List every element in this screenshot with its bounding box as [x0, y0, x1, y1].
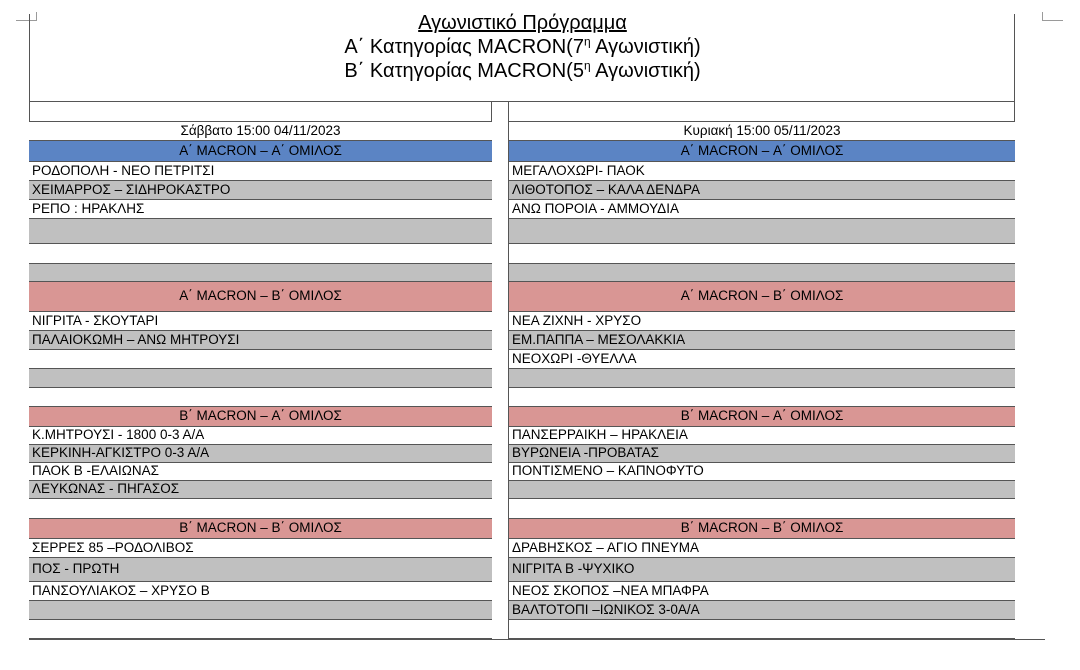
document-title: [30, 12, 1015, 83]
group-header: Α΄ MACRON – Β΄ ΟΜΙΛΟΣ: [29, 282, 492, 312]
title-line-3: Β΄ Κατηγορίας $MACRON(5^\eta$ Αγωνιστική): [344, 58, 701, 82]
match-row: ΝΕΟΣ ΣΚΟΠΟΣ –ΝΕΑ ΜΠΑΦΡΑ: [509, 582, 1015, 601]
match-row: ΠΟΣ - ΠΡΩΤΗ: [29, 558, 492, 582]
empty-row: [29, 244, 492, 264]
match-row: ΠΑΛΑΙΟΚΩΜΗ – ΑΝΩ ΜΗΤΡΟΥΣΙ: [29, 331, 492, 350]
title-line-2: Α΄ Κατηγορίας $MACRON(7^\eta$ Αγωνιστική): [344, 34, 701, 58]
empty-row: [29, 264, 492, 282]
match-row: ΠΑΝΣΕΡΡΑΙΚΗ – ΗΡΑΚΛΕΙΑ: [509, 427, 1015, 445]
sunday-schedule: [509, 121, 1015, 639]
empty-row: [509, 620, 1015, 639]
match-row: ΒΑΛΤΟΤΟΠΙ –ΙΩΝΙΚΟΣ 3-0Α/Α: [509, 601, 1015, 620]
match-row: ΕΜ.ΠΑΠΠΑ – ΜΕΣΟΛΑΚΚΙΑ: [509, 331, 1015, 350]
frame-line-bottom: [29, 639, 1045, 640]
empty-row: [509, 388, 1015, 407]
match-row: Κ.ΜΗΤΡΟΥΣΙ - 1800 0-3 Α/Α: [29, 427, 492, 445]
group-header: Β΄ MACRON – Α΄ ΟΜΙΛΟΣ: [29, 407, 492, 427]
empty-row: [509, 369, 1015, 388]
empty-row: [509, 264, 1015, 282]
column-gap: [491, 101, 509, 639]
empty-row: [29, 620, 492, 639]
match-row: ΠΟΝΤΙΣΜΕΝΟ – ΚΑΠΝΟΦΥΤΟ: [509, 463, 1015, 481]
match-row: ΛΕΥΚΩΝΑΣ - ΠΗΓΑΣΟΣ: [29, 481, 492, 499]
corner-mark-right: [1042, 12, 1063, 21]
date-header: Σάββατο 15:00 04/11/2023: [29, 121, 492, 141]
match-row: ΔΡΑΒΗΣΚΟΣ – ΑΓΙΟ ΠΝΕΥΜΑ: [509, 539, 1015, 558]
group-header: Α΄ MACRON – Α΄ ΟΜΙΛΟΣ: [509, 141, 1015, 162]
match-row: ΧΕΙΜΑΡΡΟΣ – ΣΙΔΗΡΟΚΑΣΤΡΟ: [29, 181, 492, 200]
match-row: ΛΙΘΟΤΟΠΟΣ – ΚΑΛΑ ΔΕΝΔΡΑ: [509, 181, 1015, 200]
title-line-1: Αγωνιστικό Πρόγραμμα: [418, 12, 627, 34]
group-header: Β΄ MACRON – Α΄ ΟΜΙΛΟΣ: [509, 407, 1015, 427]
empty-row: [509, 219, 1015, 244]
saturday-schedule: [29, 121, 492, 639]
match-row: ΡΟΔΟΠΟΛΗ - ΝΕΟ ΠΕΤΡΙΤΣΙ: [29, 162, 492, 181]
match-row: ΚΕΡΚΙΝΗ-ΑΓΚΙΣΤΡΟ 0-3 Α/Α: [29, 445, 492, 463]
empty-row: [509, 244, 1015, 264]
empty-row: [29, 601, 492, 620]
empty-row: [509, 499, 1015, 519]
match-row: ΣΕΡΡΕΣ 85 –ΡΟΔΟΛΙΒΟΣ: [29, 539, 492, 558]
empty-row: [509, 481, 1015, 499]
group-header: Β΄ MACRON – Β΄ ΟΜΙΛΟΣ: [29, 519, 492, 539]
empty-row: [29, 350, 492, 369]
match-row: ΡΕΠΟ : ΗΡΑΚΛΗΣ: [29, 200, 492, 219]
match-row: ΠΑΝΣΟΥΛΙΑΚΟΣ – ΧΡΥΣΟ Β: [29, 582, 492, 601]
match-row: ΝΙΓΡΙΤΑ Β -ΨΥΧΙΚΟ: [509, 558, 1015, 582]
match-row: ΑΝΩ ΠΟΡΟΙΑ - ΑΜΜΟΥΔΙΑ: [509, 200, 1015, 219]
group-header: Α΄ MACRON – Β΄ ΟΜΙΛΟΣ: [509, 282, 1015, 312]
frame-line-top: [29, 101, 1015, 102]
match-row: ΠΑΟΚ Β -ΕΛΑΙΩΝΑΣ: [29, 463, 492, 481]
empty-row: [29, 388, 492, 407]
date-header: Κυριακή 15:00 05/11/2023: [509, 121, 1015, 141]
match-row: ΝΕΑ ΖΙΧΝΗ - ΧΡΥΣΟ: [509, 312, 1015, 331]
match-row: ΝΙΓΡΙΤΑ - ΣΚΟΥΤΑΡΙ: [29, 312, 492, 331]
match-row: ΝΕΟΧΩΡΙ -ΘΥΕΛΛΑ: [509, 350, 1015, 369]
group-header: Α΄ MACRON – Α΄ ΟΜΙΛΟΣ: [29, 141, 492, 162]
match-row: ΒΥΡΩΝΕΙΑ -ΠΡΟΒΑΤΑΣ: [509, 445, 1015, 463]
match-row: ΜΕΓΑΛΟΧΩΡΙ- ΠΑΟΚ: [509, 162, 1015, 181]
group-header: Β΄ MACRON – Β΄ ΟΜΙΛΟΣ: [509, 519, 1015, 539]
empty-row: [29, 499, 492, 519]
empty-row: [29, 369, 492, 388]
empty-row: [29, 219, 492, 244]
